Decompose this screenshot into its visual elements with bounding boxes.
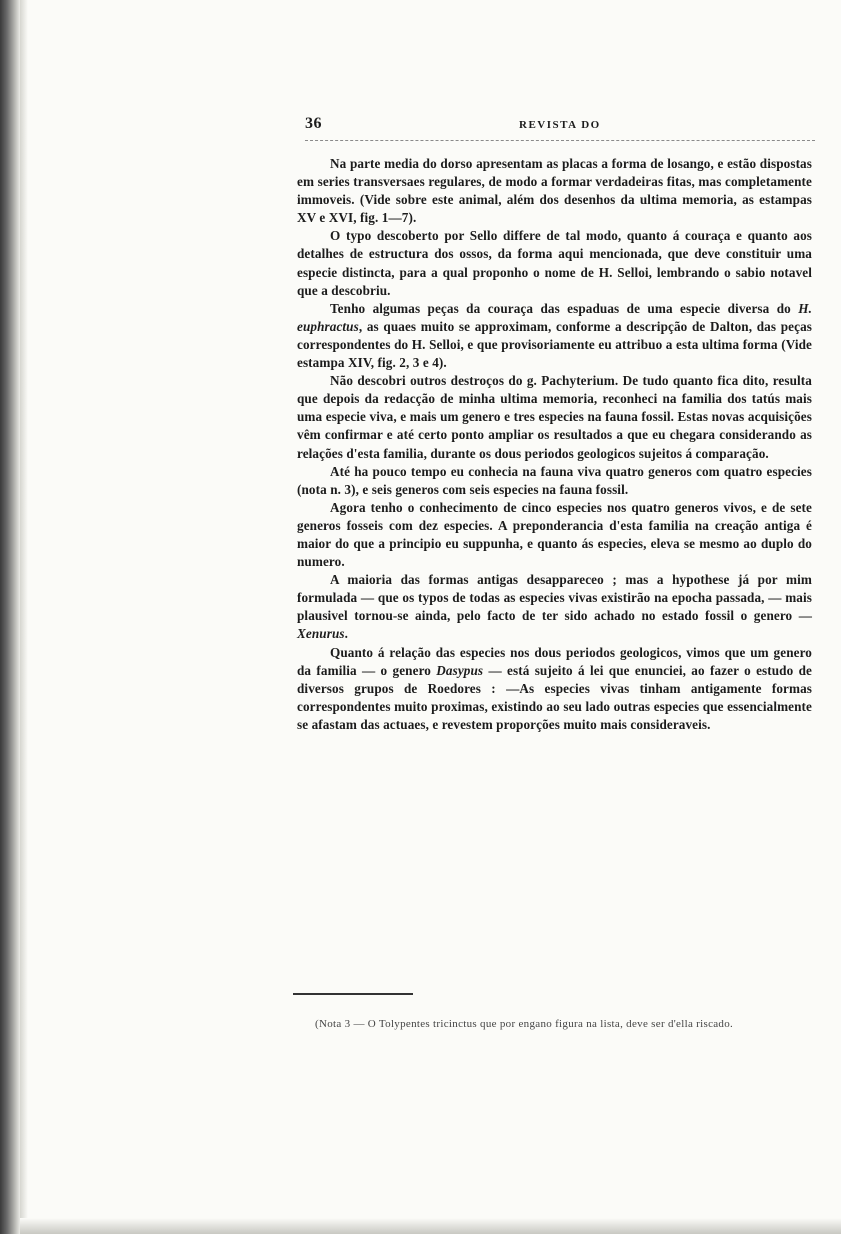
footnote	[297, 1016, 812, 1032]
italic-text: Xenurus	[297, 626, 345, 642]
italic-text: Dasypus	[436, 662, 484, 678]
text-run: — está sujeito á lei que enunciei, ao fazer o estudo de diversos grupos de Roedores : —As especies vivas tinham antigamente formas correspondentes muito proximas, existindo ao seu lado outras especies que essencialmente se afastam das actuaes, e revestem proporções muito mais consideraveis.	[297, 662, 812, 732]
text-run: Agora tenho o conhecimento de cinco especies nos quatro generos vivos, e de sete generos fosseis com dez especies. A preponderancia d'esta familia na creação antiga é maior do que a principio eu suppunha, e quanto ás especies, eleva se mesmo ao duplo do numero.	[297, 499, 812, 570]
text-run: A maioria das formas antigas desappareceo ; mas a hypothese já por mim formulada — que os typos de todas as especies vivas existirão na epocha passada, — mais plausivel tornou-se ainda, pelo facto de ter sido achado no estado fossil o genero —	[297, 572, 812, 624]
text-run: Tenho algumas peças da couraça das espaduas de uma especie diversa do	[330, 300, 799, 316]
text-run: Quanto á relação das especies nos dous periodos geologicos, vimos que um genero da familia — o genero	[297, 644, 812, 678]
text-run: Na parte media do dorso apresentam as placas a forma de losango, e estão dispostas em series transversaes regulares, de modo a formar verdadeiras fitas, mas completamente immoveis. (Vide sobre este animal, além dos desenhos da ultima memoria, as estampas XV e XVI, fig. 1—7).	[297, 156, 812, 226]
text-run: Até ha pouco tempo eu conhecia na fauna viva quatro generos com quatro especies (nota n. 3), e seis generos com seis especies na fauna fossil.	[297, 463, 812, 497]
page-bottom-edge	[20, 1218, 841, 1234]
page-header	[305, 115, 815, 137]
text-run: O typo descoberto por Sello differe de tal modo, quanto á couraça e quanto aos detalhes de estructura dos ossos, da forma aqui mencionada, que deve constituir uma especie distincta, para a qual proponho o nome de H. Selloi, lembrando o sabio notavel que a descobriu.	[297, 228, 812, 298]
footnote-rule	[293, 993, 413, 995]
body-text	[297, 155, 812, 734]
paragraph	[297, 499, 812, 571]
paragraph	[297, 155, 812, 227]
running-head: REVISTA DO	[519, 119, 601, 131]
paragraph	[297, 571, 812, 643]
footnote-text: (Nota 3 — O Tolypentes tricinctus que por engano figura na lista, deve ser d'ella riscado.	[315, 1018, 734, 1030]
paragraph	[297, 372, 812, 462]
paragraph	[297, 463, 812, 499]
header-rule	[305, 140, 815, 141]
gutter-shadow	[20, 0, 28, 1234]
text-run: .	[344, 626, 349, 642]
italic-text: H. euphractus	[297, 300, 812, 334]
text-run: , as quaes muito se approximam, conforme a descripção de Dalton, das peças correspondentes do H. Selloi, e que provisoriamente eu attribuo a esta ultima forma (Vide estampa XIV, fig. 2, 3 e 4).	[297, 318, 812, 371]
page-number: 36	[305, 115, 322, 132]
paragraph	[297, 300, 812, 372]
text-run: Não descobri outros destroços do g. Pachyterium. De tudo quanto fica dito, resulta que depois da redacção de minha ultima memoria, reconheci na familia dos tatús mais uma especie viva, e mais um genero e tres especies na fauna fossil. Estas novas acquisições vêm confirmar e até certo ponto ampliar os resultados a que eu chegara considerando as relações d'esta familia, durante os dous periodos geologicos sujeitos á comparação.	[297, 373, 812, 461]
paragraph	[297, 227, 812, 299]
paragraph	[297, 644, 812, 734]
book-spine-shadow	[0, 0, 20, 1234]
